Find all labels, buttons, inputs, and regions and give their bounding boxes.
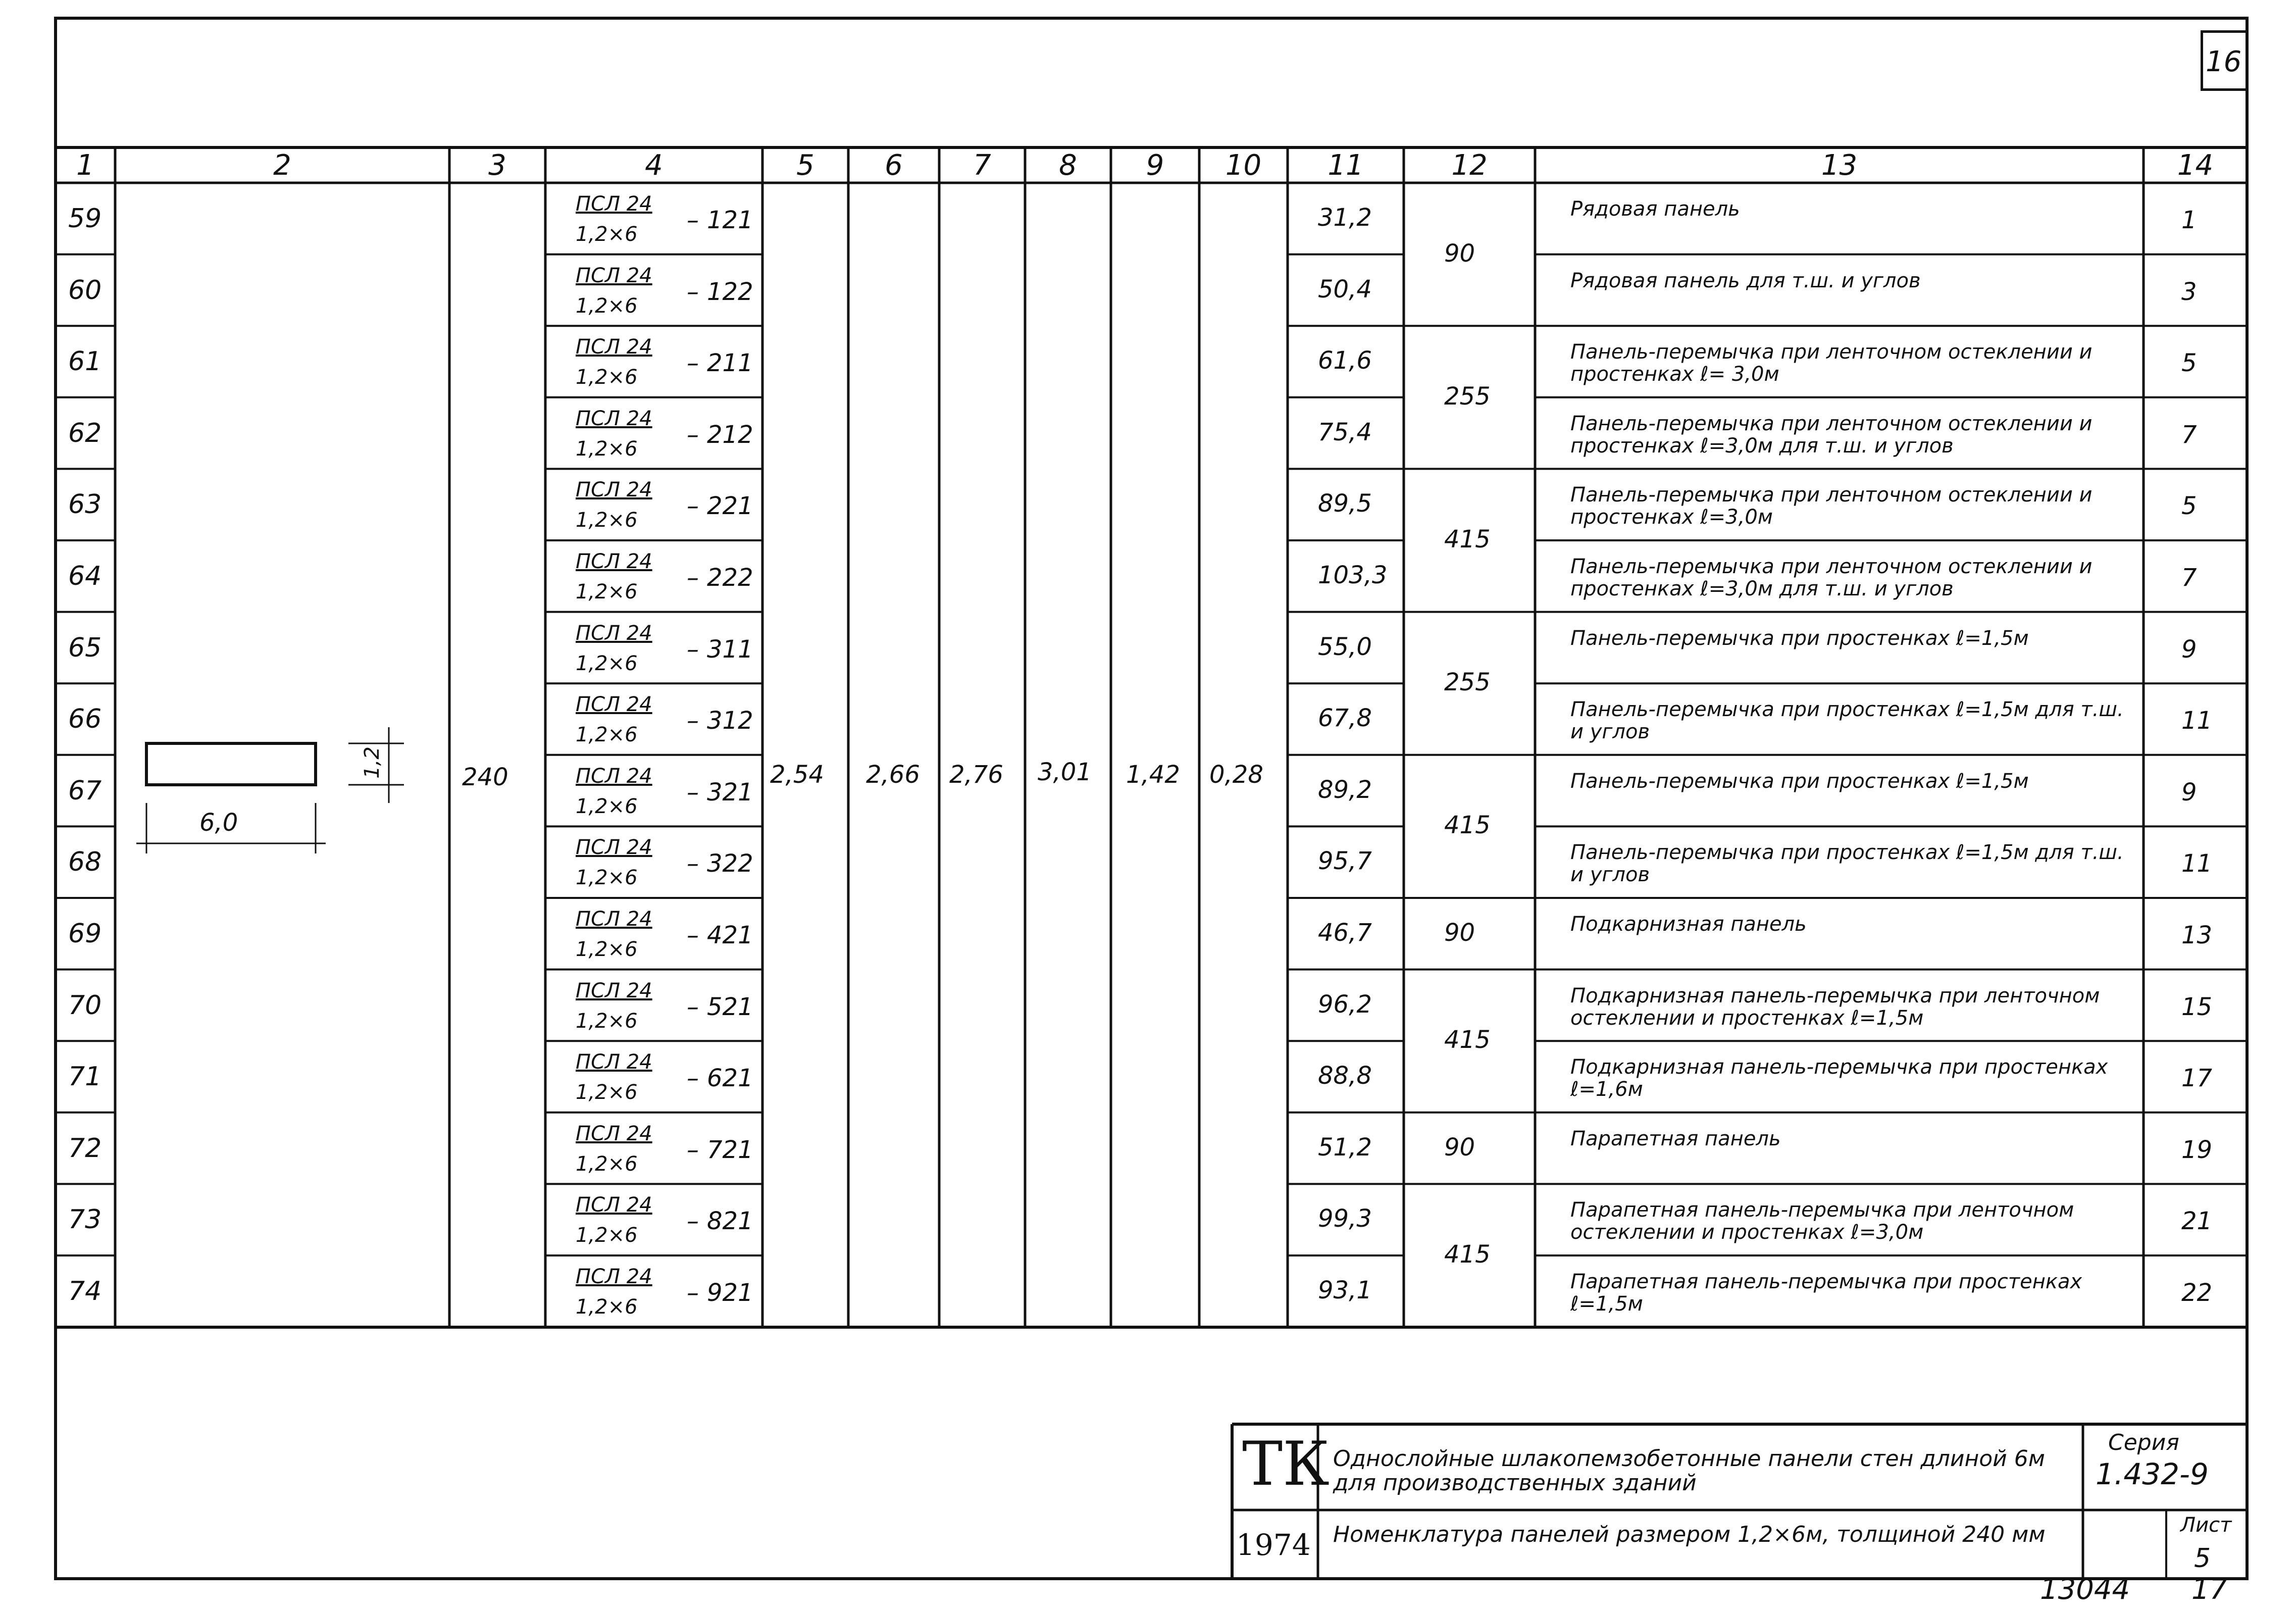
col14-value: 11 [2181,707,2213,735]
panel-code: 322 [707,849,753,878]
panel-description: Парапетная панель-перемычка при ленточном остеклении и простенках ℓ=3,0м [1570,1198,2074,1244]
panel-mark-top: ПСЛ 24 [576,1050,652,1074]
col3-thickness: 240 [462,763,508,791]
col14-value: 13 [2181,921,2213,949]
row-number: 64 [68,561,102,591]
col14-value: 11 [2181,849,2213,878]
column-header-14: 14 [2177,149,2214,182]
col14-value: 7 [2181,564,2197,592]
panel-mark-top: ПСЛ 24 [576,335,652,359]
panel-code-dash: – [687,492,699,521]
panel-mark-top: ПСЛ 24 [576,1265,652,1288]
col14-value: 1 [2181,206,2197,234]
col14-value: 3 [2181,277,2197,306]
col14-value: 5 [2181,349,2197,378]
col7-value: 2,76 [949,761,1003,789]
panel-code: 221 [707,492,753,521]
panel-code-dash: – [687,1135,699,1164]
col11-value: 75,4 [1318,418,1372,446]
panel-mark-bottom: 1,2×6 [576,1224,638,1247]
col11-value: 61,6 [1318,346,1372,375]
panel-code-dash: – [687,1064,699,1093]
panel-mark-top: ПСЛ 24 [576,979,652,1002]
col11-value: 96,2 [1318,990,1372,1019]
column-header-1: 1 [76,149,94,182]
panel-code-dash: – [687,849,699,878]
panel-description: Панель-перемычка при ленточном остеклении и простенках ℓ=3,0м для т.ш. и углов [1570,555,2093,600]
panel-mark-top: ПСЛ 24 [576,550,652,573]
corner-sheet-number: 16 [2206,45,2242,78]
column-header-4: 4 [645,149,663,182]
panel-mark-top: ПСЛ 24 [576,1193,652,1217]
titleblock-title: Однослойные шлакопемзобетонные панели стен длиной 6м для производственных зданий [1333,1446,2045,1496]
sheet-label: Лист [2180,1514,2232,1537]
row-number: 66 [68,704,102,735]
panel-mark-top: ПСЛ 24 [576,693,652,717]
panel-mark-bottom: 1,2×6 [576,366,638,389]
col14-value: 9 [2181,778,2197,807]
panel-code: 721 [707,1135,753,1164]
panel-code-dash: – [687,564,699,592]
panel-description: Панель-перемычка при ленточном остеклении и простенках ℓ=3,0м для т.ш. и углов [1570,412,2093,458]
panel-description: Панель-перемычка при ленточном остеклении и простенках ℓ= 3,0м [1570,340,2093,386]
column-header-12: 12 [1451,149,1488,182]
panel-description: Подкарнизная панель-перемычка при ленточном остеклении и простенках ℓ=1,5м [1570,984,2100,1030]
panel-mark-top: ПСЛ 24 [576,764,652,788]
panel-description: Панель-перемычка при простенках ℓ=1,5м для т.ш. и углов [1570,698,2124,744]
panel-description: Панель-перемычка при простенках ℓ=1,5м [1570,626,2029,650]
panel-code-dash: – [687,420,699,449]
panel-code: 212 [707,420,753,449]
panel-code-dash: – [687,992,699,1021]
col5-value: 2,54 [770,761,824,789]
col12-group-label: 415 [1444,525,1491,554]
panel-mark-bottom: 1,2×6 [576,580,638,603]
panel-code: 312 [707,707,753,735]
col10-value: 0,28 [1209,761,1263,789]
panel-code: 222 [707,564,753,592]
panel-mark-bottom: 1,2×6 [576,509,638,532]
row-number: 61 [68,346,102,377]
panel-code-dash: – [687,921,699,949]
col6-value: 2,66 [866,761,920,789]
row-number: 62 [68,418,102,448]
row-number: 68 [68,847,102,878]
series-label: Серия [2108,1430,2179,1455]
row-number: 73 [68,1204,102,1235]
panel-code-dash: – [687,206,699,234]
titleblock-year: 1974 [1236,1528,1311,1562]
panel-code: 821 [707,1207,753,1236]
col11-value: 67,8 [1318,704,1372,733]
panel-code: 122 [707,277,753,306]
panel-description: Подкарнизная панель [1570,913,1807,936]
panel-mark-bottom: 1,2×6 [576,1081,638,1104]
col11-value: 46,7 [1318,919,1372,947]
col11-value: 95,7 [1318,847,1372,876]
panel-code: 211 [707,349,753,378]
col11-value: 50,4 [1318,275,1372,304]
row-number: 63 [68,489,102,520]
col14-value: 17 [2181,1064,2213,1093]
panel-mark-bottom: 1,2×6 [576,437,638,461]
col11-value: 103,3 [1318,561,1388,589]
panel-code: 421 [707,921,753,949]
sketch-height-label: 1,2 [360,746,384,779]
col11-value: 99,3 [1318,1204,1372,1233]
column-header-10: 10 [1225,149,1262,182]
col12-group-label: 415 [1444,811,1491,840]
row-number: 59 [68,204,102,234]
row-number: 70 [68,990,102,1021]
panel-description: Парапетная панель-перемычка при простенках ℓ=1,5м [1570,1270,2082,1316]
col14-value: 21 [2181,1207,2213,1236]
panel-mark-top: ПСЛ 24 [576,836,652,860]
panel-description: Подкарнизная панель-перемычка при простенках ℓ=1,6м [1570,1055,2108,1101]
page-number: 17 [2191,1573,2228,1606]
series-value: 1.432-9 [2096,1457,2209,1491]
col14-value: 15 [2181,992,2213,1021]
col11-value: 31,2 [1318,204,1372,232]
col11-value: 93,1 [1318,1276,1372,1304]
col14-value: 9 [2181,635,2197,664]
panel-mark-bottom: 1,2×6 [576,866,638,890]
col12-group-label: 255 [1444,382,1491,411]
panel-mark-top: ПСЛ 24 [576,478,652,502]
sheet-value: 5 [2194,1543,2211,1574]
panel-code-dash: – [687,1279,699,1307]
panel-mark-bottom: 1,2×6 [576,1009,638,1033]
panel-mark-top: ПСЛ 24 [576,908,652,931]
col12-group-label: 90 [1444,239,1475,268]
panel-code-dash: – [687,277,699,306]
col14-value: 5 [2181,492,2197,521]
titleblock-logo: ТК [1242,1429,1330,1499]
panel-code: 311 [707,635,753,664]
panel-description: Рядовая панель [1570,197,1740,221]
panel-mark-bottom: 1,2×6 [576,1295,638,1319]
titleblock-subtitle: Номенклатура панелей размером 1,2×6м, толщиной 240 мм [1333,1522,2046,1547]
panel-code: 621 [707,1064,753,1093]
panel-code-dash: – [687,635,699,664]
panel-mark-bottom: 1,2×6 [576,651,638,675]
col11-value: 89,2 [1318,775,1372,804]
panel-description: Панель-перемычка при простенках ℓ=1,5м для т.ш. и углов [1570,841,2124,887]
panel-mark-bottom: 1,2×6 [576,723,638,747]
panel-mark-top: ПСЛ 24 [576,192,652,216]
panel-description: Рядовая панель для т.ш. и углов [1570,269,1921,292]
panel-code-dash: – [687,1207,699,1236]
panel-code-dash: – [687,778,699,807]
col12-group-label: 90 [1444,918,1475,947]
row-number: 69 [68,919,102,949]
panel-description: Панель-перемычка при простенках ℓ=1,5м [1570,769,2029,793]
col12-group-label: 415 [1444,1240,1491,1269]
panel-mark-bottom: 1,2×6 [576,1152,638,1176]
col12-group-label: 255 [1444,668,1491,697]
panel-code: 921 [707,1279,753,1307]
column-header-11: 11 [1328,149,1364,182]
col14-value: 7 [2181,420,2197,449]
row-number: 72 [68,1133,102,1164]
panel-mark-top: ПСЛ 24 [576,407,652,430]
column-header-7: 7 [973,149,991,182]
panel-description: Парапетная панель [1570,1127,1781,1150]
row-number: 60 [68,275,102,306]
row-number: 67 [68,775,102,806]
column-header-5: 5 [796,149,814,182]
col9-value: 1,42 [1126,761,1180,789]
column-header-8: 8 [1059,149,1077,182]
column-header-6: 6 [885,149,903,182]
column-header-9: 9 [1146,149,1164,182]
panel-mark-top: ПСЛ 24 [576,1122,652,1145]
panel-code: 521 [707,992,753,1021]
row-number: 74 [68,1276,102,1306]
panel-mark-top: ПСЛ 24 [576,621,652,645]
row-number: 71 [68,1062,102,1092]
col12-group-label: 90 [1444,1133,1475,1162]
panel-code: 321 [707,778,753,807]
col14-value: 19 [2181,1135,2213,1164]
col11-value: 55,0 [1318,632,1372,661]
column-header-13: 13 [1821,149,1858,182]
panel-description: Панель-перемычка при ленточном остеклении и простенках ℓ=3,0м [1570,483,2093,529]
col11-value: 88,8 [1318,1062,1372,1090]
panel-code-dash: – [687,707,699,735]
col11-value: 51,2 [1318,1133,1372,1162]
col11-value: 89,5 [1318,489,1372,518]
column-header-3: 3 [488,149,506,182]
panel-mark-top: ПСЛ 24 [576,264,652,287]
archive-number: 13044 [2040,1573,2130,1606]
panel-mark-bottom: 1,2×6 [576,223,638,246]
col12-group-label: 415 [1444,1026,1491,1054]
panel-code: 121 [707,206,753,234]
panel-mark-bottom: 1,2×6 [576,794,638,818]
col14-value: 22 [2181,1279,2213,1307]
col8-value: 3,01 [1038,758,1092,786]
row-number: 65 [68,632,102,663]
panel-mark-bottom: 1,2×6 [576,294,638,318]
panel-mark-bottom: 1,2×6 [576,938,638,961]
column-header-2: 2 [273,149,291,182]
panel-code-dash: – [687,349,699,378]
sketch-width-label: 6,0 [199,809,238,837]
